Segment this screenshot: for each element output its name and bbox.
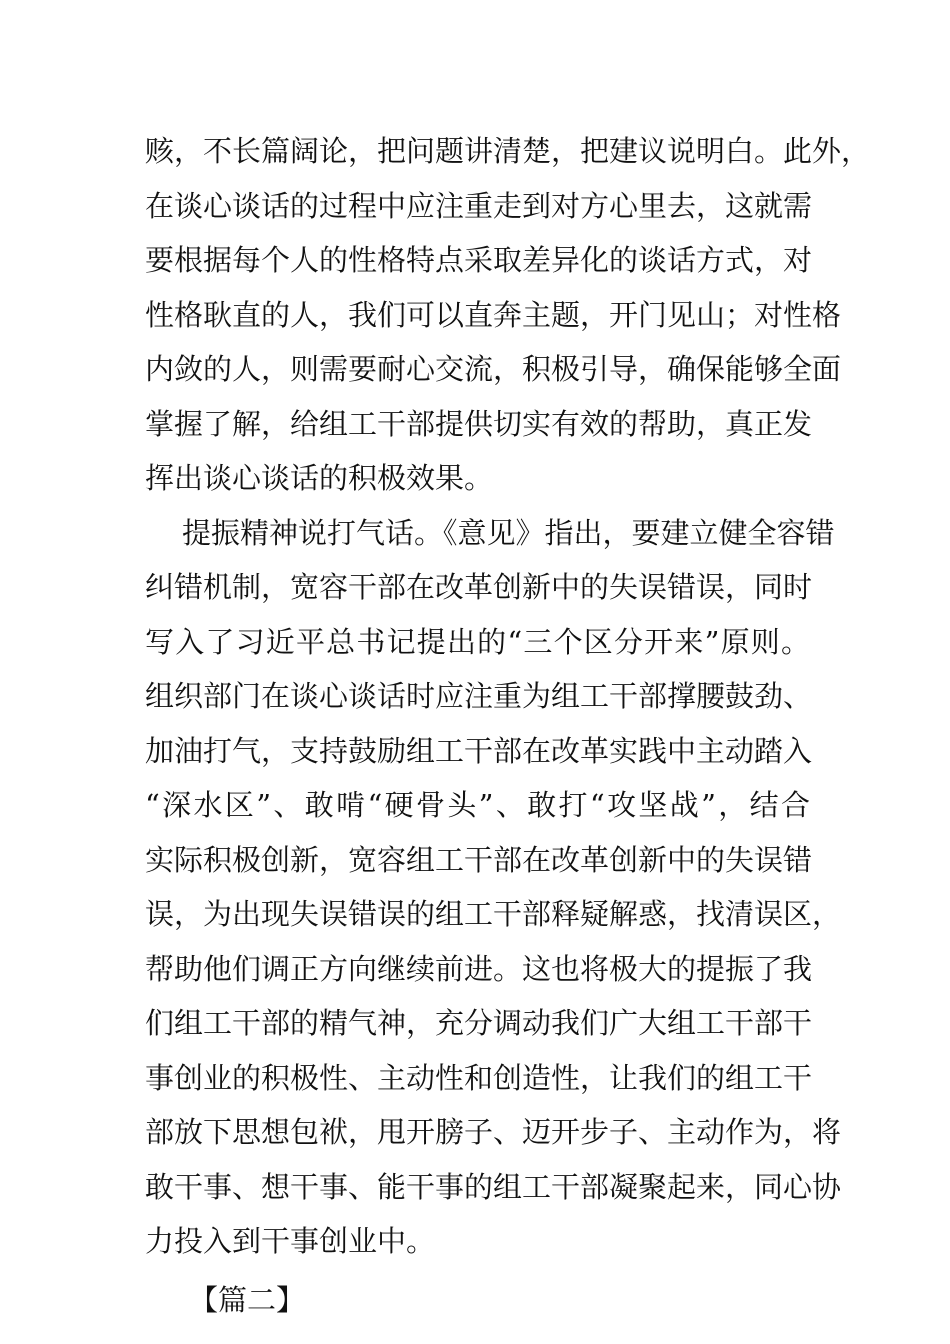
- text-line: 挥出谈心谈话的积极效果。: [145, 461, 494, 495]
- text-line: 部放下思想包袱，甩开膀子、迈开步子、主动作为，将: [145, 1115, 842, 1149]
- text-line: 要根据每个人的性格特点采取差异化的谈话方式，对: [145, 243, 813, 277]
- text-line: 敢干事、想干事、能干事的组工干部凝聚起来，同心协: [145, 1169, 842, 1204]
- paragraph-1: [145, 124, 871, 506]
- text-line: 掌握了解，给组工干部提供切实有效的帮助，真正发: [145, 406, 813, 441]
- text-line: 赅，不长篇阔论，把问题讲清楚，把建议说明白。此外，: [145, 134, 871, 168]
- text-line: 纠错机制，宽容干部在改革创新中的失误错误，同时: [145, 570, 813, 604]
- text-line: 加油打气，支持鼓励组工干部在改革实践中主动踏入: [145, 733, 813, 768]
- paragraph-2: [145, 506, 842, 1269]
- section-heading: 【篇二】: [189, 1282, 306, 1317]
- text-line: 误，为出现失误错误的组工干部释疑解惑，找清误区，: [145, 897, 842, 931]
- text-line: 帮助他们调正方向继续前进。这也将极大的提振了我: [145, 951, 813, 986]
- document-body: [145, 124, 871, 1327]
- text-line: “深水区”、敢啃“硬骨头”、敢打“攻坚战”，结合: [145, 788, 810, 822]
- text-line: 实际积极创新，宽容组工干部在改革创新中的失误错: [145, 842, 813, 877]
- text-line: 组织部门在谈心谈话时应注重为组工干部撑腰鼓劲、: [145, 679, 813, 713]
- text-line: 写入了习近平总书记提出的“三个区分开来”原则。: [145, 624, 810, 659]
- text-line: 事创业的积极性、主动性和创造性，让我们的组工干: [145, 1060, 813, 1095]
- text-line: 提振精神说打气话。《意见》指出，要建立健全容错: [182, 515, 835, 550]
- text-line: 内敛的人，则需要耐心交流，积极引导，确保能够全面: [145, 352, 842, 386]
- text-line: 性格耿直的人，我们可以直奔主题，开门见山；对性格: [145, 297, 842, 332]
- text-line: 在谈心谈话的过程中应注重走到对方心里去，这就需: [145, 188, 813, 223]
- text-line: 力投入到干事创业中。: [145, 1224, 436, 1258]
- text-line: 们组工干部的精气神，充分调动我们广大组工干部干: [145, 1006, 813, 1040]
